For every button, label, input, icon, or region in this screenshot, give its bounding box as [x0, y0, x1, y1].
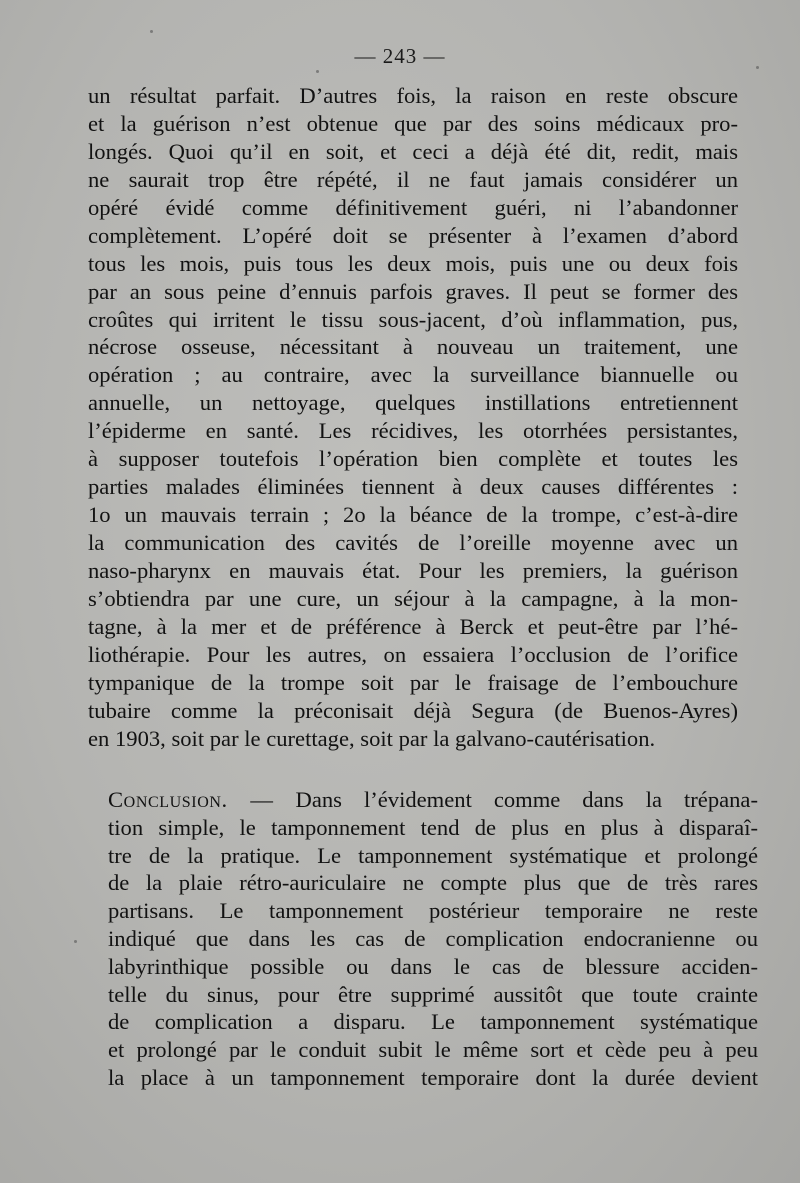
text-line: à supposer toutefois l’opération bien complète et toutes les — [88, 446, 738, 472]
text-line: et prolongé par le conduit subit le même sort et cède peu à peu — [108, 1037, 758, 1063]
paper-speck — [756, 66, 759, 69]
text-line: tagne, à la mer et de préférence à Berck et peut-être par l’hé- — [88, 613, 738, 639]
text-line: la communication des cavités de l’oreille moyenne avec un — [88, 530, 738, 555]
text-line: de complication a disparu. Le tamponnement systématique — [108, 1009, 758, 1035]
text-line: partisans. Le tamponnement postérieur temporaire ne reste — [108, 898, 758, 924]
text-line: tubaire comme la préconisait déjà Segura (de Buenos-Ayres) — [88, 697, 738, 723]
paper-speck — [74, 940, 77, 943]
text-line: opération ; au contraire, avec la surveillance biannuelle ou — [88, 362, 738, 388]
text-line: telle du sinus, pour être supprimé aussitôt que toute crainte — [108, 981, 758, 1007]
text-line: liothérapie. Pour les autres, on essaiera l’occlusion de l’orifice — [88, 641, 738, 667]
text-line: l’épiderme en santé. Les récidives, les otorrhées persistantes, — [88, 418, 738, 444]
text-line: tion simple, le tamponnement tend de plus en plus à disparaî- — [108, 814, 758, 840]
text-line: parties malades éliminées tiennent à deux causes différentes : — [88, 474, 738, 500]
text-line: longés. Quoi qu’il en soit, et ceci a déjà été dit, redit, mais — [88, 138, 738, 164]
text-line: naso-pharynx en mauvais état. Pour les premiers, la guérison — [88, 557, 738, 583]
text-line: tous les mois, puis tous les deux mois, puis une ou deux fois — [88, 250, 738, 276]
text-line: de la plaie rétro-auriculaire ne compte plus que de très rares — [108, 870, 758, 896]
text-line: s’obtiendra par une cure, un séjour à la campagne, à la mon- — [88, 585, 738, 611]
text-line: par an sous peine d’ennuis parfois graves. Il peut se former des — [88, 278, 738, 304]
text-line: opéré évidé comme définitivement guéri, ni l’abandonner — [88, 194, 738, 220]
text-line: labyrinthique possible ou dans le cas de blessure acciden- — [108, 953, 758, 979]
text-line — [108, 786, 758, 814]
text-line: nécrose osseuse, nécessitant à nouveau un traitement, une — [88, 334, 738, 360]
text-line-rest: Dans l’évidement comme dans la trépana- — [295, 787, 758, 812]
text-line: annuelle, un nettoyage, quelques instillations entretiennent — [88, 390, 738, 416]
page-number: — 243 — — [354, 44, 446, 68]
text-line: tympanique de la trompe soit par le fraisage de l’embouchure — [88, 669, 738, 695]
text-line: croûtes qui irritent le tissu sous-jacent, d’où inflammation, pus, — [88, 306, 738, 332]
conclusion-heading: Conclusion. — — [108, 787, 274, 812]
text-line: indiqué que dans les cas de complication endocranienne ou — [108, 925, 758, 951]
paper-speck — [150, 30, 153, 33]
text-line: tre de la pratique. Le tamponnement systématique et prolongé — [108, 842, 758, 868]
paragraph-1 — [88, 82, 738, 753]
text-line: un résultat parfait. D’autres fois, la raison en reste obscure — [88, 83, 738, 108]
paragraph-2 — [108, 786, 758, 1092]
text-line: 1o un mauvais terrain ; 2o la béance de la trompe, c’est-à-dire — [88, 502, 738, 528]
text-line: ne saurait trop être répété, il ne faut jamais considérer un — [88, 166, 738, 192]
text-line: et la guérison n’est obtenue que par des soins médicaux pro- — [88, 110, 738, 136]
text-line: la place à un tamponnement temporaire dont la durée devient — [108, 1064, 758, 1090]
text-line: complètement. L’opéré doit se présenter à l’examen d’abord — [88, 222, 738, 248]
paper-speck — [316, 70, 319, 73]
text-line: en 1903, soit par le curettage, soit par la galvano-cautérisation. — [88, 725, 656, 751]
